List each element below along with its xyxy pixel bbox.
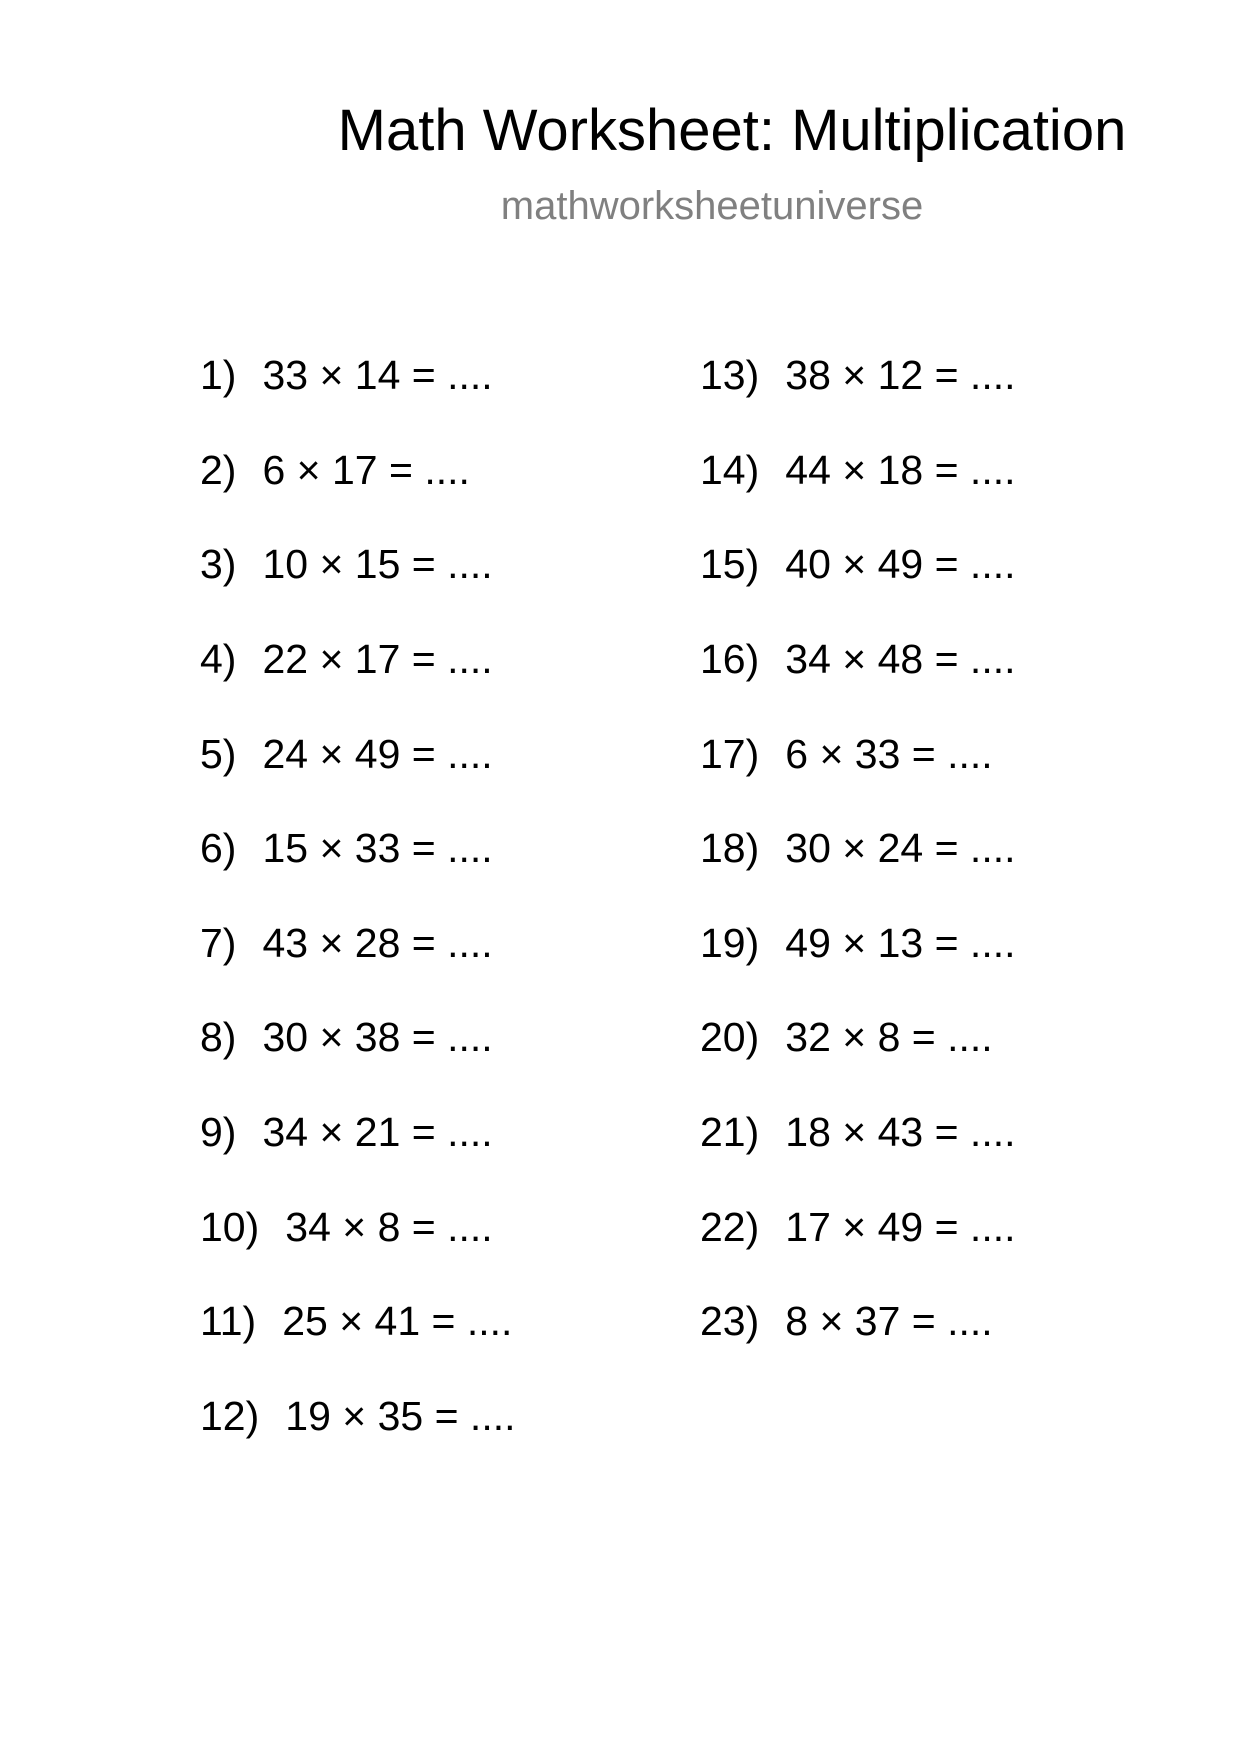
problem-number: 9) [200,1109,237,1155]
problem-number: 19) [700,920,760,966]
problem-item [700,729,993,779]
problem-item [200,1296,512,1346]
problem-number: 13) [700,352,760,398]
problem-expression: 22 × 17 = .... [262,636,493,682]
problem-number: 15) [700,541,760,587]
problem-expression: 6 × 17 = .... [262,447,470,493]
problem-expression: 34 × 8 = .... [285,1204,493,1250]
problem-expression: 10 × 15 = .... [262,541,493,587]
problem-item [700,1012,993,1062]
problem-number: 7) [200,920,237,966]
problem-expression: 17 × 49 = .... [785,1204,1016,1250]
problem-item [200,1202,493,1252]
problem-number: 12) [200,1393,260,1439]
problem-expression: 32 × 8 = .... [785,1014,993,1060]
problem-expression: 6 × 33 = .... [785,731,993,777]
problem-number: 18) [700,825,760,871]
problem-expression: 38 × 12 = .... [785,352,1016,398]
problem-number: 20) [700,1014,760,1060]
problem-item [700,350,1016,400]
page-title: Math Worksheet: Multiplication [337,98,1127,163]
problem-item [700,1107,1016,1157]
problem-expression: 8 × 37 = .... [785,1298,993,1344]
problem-expression: 43 × 28 = .... [262,920,493,966]
problem-number: 16) [700,636,760,682]
problem-item [200,1391,516,1441]
problem-item [200,539,493,589]
problem-number: 1) [200,352,237,398]
page-subtitle: mathworksheetuniverse [500,184,924,228]
problem-number: 10) [200,1204,260,1250]
problem-number: 21) [700,1109,760,1155]
problem-number: 11) [200,1298,257,1344]
problem-expression: 25 × 41 = .... [282,1298,513,1344]
problem-item [200,350,493,400]
problem-expression: 44 × 18 = .... [785,447,1016,493]
problem-item [700,634,1016,684]
problem-number: 5) [200,731,237,777]
problem-expression: 30 × 38 = .... [262,1014,493,1060]
problem-item [700,823,1016,873]
problem-expression: 34 × 21 = .... [262,1109,493,1155]
problem-item [700,1296,993,1346]
problem-expression: 15 × 33 = .... [262,825,493,871]
problem-number: 6) [200,825,237,871]
problem-item [200,445,470,495]
problem-expression: 40 × 49 = .... [785,541,1016,587]
problem-item [200,1107,493,1157]
problem-item [200,1012,493,1062]
problem-expression: 18 × 43 = .... [785,1109,1016,1155]
problem-number: 2) [200,447,237,493]
problem-item [200,823,493,873]
problem-item [700,1202,1016,1252]
problem-item [700,445,1016,495]
problem-number: 23) [700,1298,760,1344]
problem-expression: 33 × 14 = .... [262,352,493,398]
problem-expression: 49 × 13 = .... [785,920,1016,966]
problem-number: 4) [200,636,237,682]
problem-expression: 30 × 24 = .... [785,825,1016,871]
problem-expression: 19 × 35 = .... [285,1393,516,1439]
problem-item [700,918,1016,968]
problem-number: 17) [700,731,760,777]
problem-item [200,918,493,968]
problem-item [200,634,493,684]
problem-expression: 34 × 48 = .... [785,636,1016,682]
problem-expression: 24 × 49 = .... [262,731,493,777]
problem-item [700,539,1016,589]
problem-number: 22) [700,1204,760,1250]
problem-number: 14) [700,447,760,493]
problem-number: 3) [200,541,237,587]
problem-number: 8) [200,1014,237,1060]
problem-item [200,729,493,779]
